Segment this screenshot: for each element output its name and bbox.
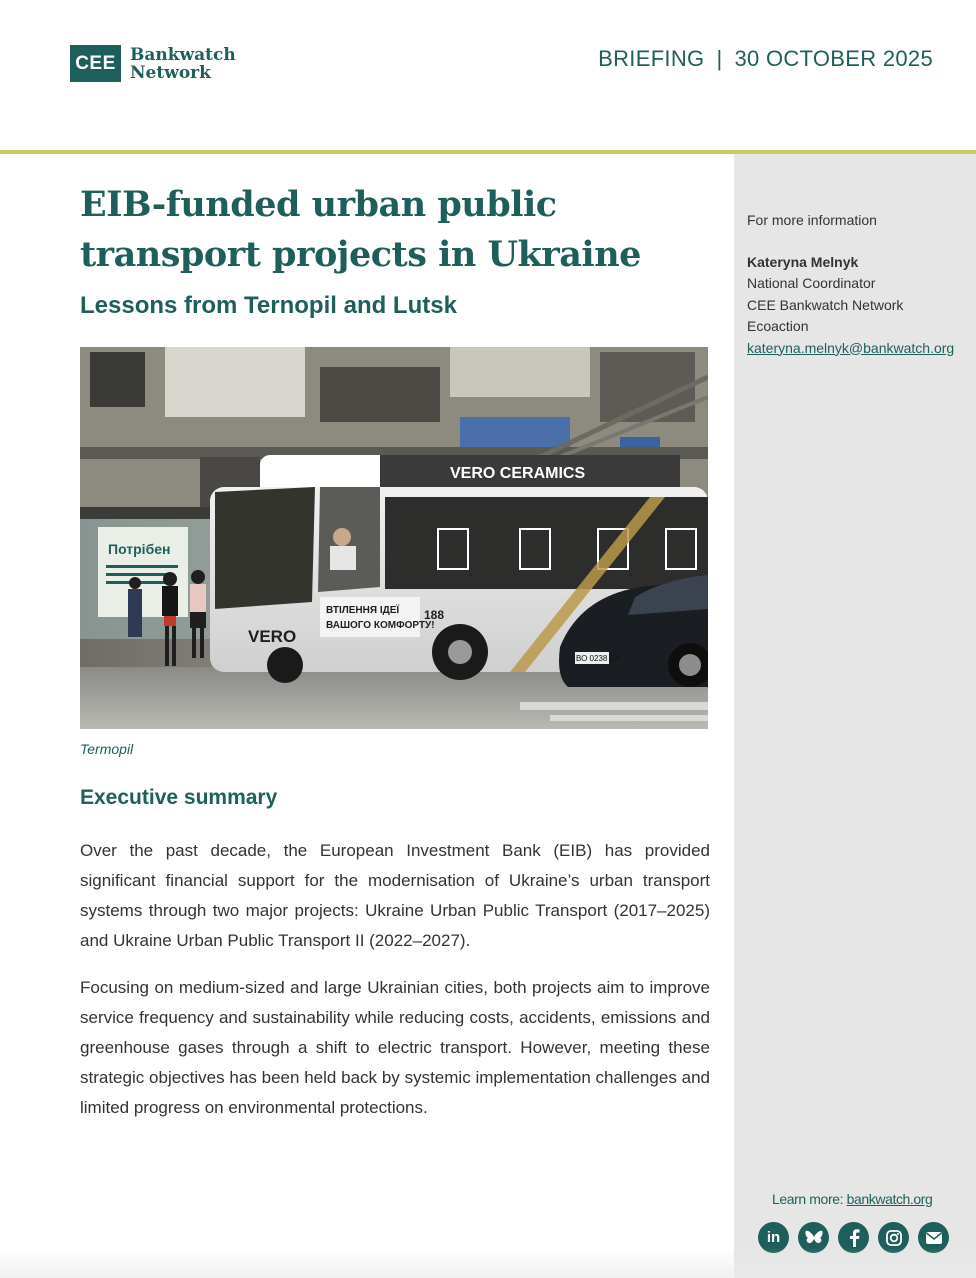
linkedin-icon: in [766, 1229, 781, 1246]
bus-number: 188 [424, 608, 445, 622]
website-link[interactable]: bankwatch.org [846, 1191, 933, 1207]
bankwatch-logo[interactable] [70, 45, 236, 82]
logo-line-1: Bankwatch [130, 44, 236, 65]
logo-line-2: Network [130, 62, 211, 83]
cover-photo [80, 347, 708, 729]
section-title-executive-summary: Executive summary [80, 786, 278, 809]
doc-type: BRIEFING [598, 46, 705, 71]
page-subtitle: Lessons from Ternopil and Lutsk [80, 292, 457, 319]
learn-more-label: Learn more: [772, 1191, 844, 1207]
photo-caption: Termopil [80, 741, 134, 757]
stop-poster-text: Потрібен [108, 541, 171, 557]
page-bottom-shadow [0, 1248, 976, 1278]
contact-sidebar [734, 154, 976, 1278]
bus-side-text-2: ВАШОГО КОМФОРТУ! [326, 620, 435, 631]
contact-email-link[interactable]: kateryna.melnyk@bankwatch.org [747, 339, 955, 356]
page-header [0, 0, 976, 150]
contact-organisation-2: Ecoaction [747, 318, 809, 334]
summary-paragraph-1: Over the past decade, the European Investment Bank (EIB) has provided significant financial support for the modernisation of Ukraine’s urban transport systems through two major projects: Ukraine Urban Public Transport (2017–2025) and Ukraine Urban Public Transport II (2022–2027). [80, 841, 710, 950]
summary-paragraph-2: Focusing on medium-sized and large Ukrainian cities, both projects aim to improve service frequency and sustainability while reducing costs, accidents, emissions and greenhouse gases through a shift to electric transport. However, meeting these strategic objectives has been held back by systemic implementation challenges and limited progress on environmental protections. [80, 978, 710, 1117]
bus-side-text-1: ВТІЛЕННЯ ІДЕЇ [326, 605, 400, 616]
contact-role: National Coordinator [747, 275, 876, 291]
doc-meta-separator: | [716, 46, 723, 71]
doc-meta [598, 46, 933, 72]
contact-block [747, 210, 954, 359]
logo-wordmark [130, 46, 236, 82]
contact-name: Kateryna Melnyk [747, 253, 859, 270]
facebook-icon [848, 1229, 860, 1247]
more-info-label: For more information [747, 212, 877, 228]
logo-badge: CEE [70, 45, 121, 82]
bus-roof-brand: VERO CERAMICS [450, 465, 586, 482]
learn-more [772, 1191, 932, 1207]
car-plate: ВО 0238 СХ [576, 654, 621, 663]
instagram-icon [885, 1229, 903, 1247]
bluesky-icon [805, 1230, 823, 1246]
trolleybus-photo [80, 347, 708, 729]
doc-date: 30 OCTOBER 2025 [734, 46, 933, 71]
contact-organisation: CEE Bankwatch Network [747, 296, 904, 313]
email-icon [925, 1231, 943, 1245]
bus-front-logo: VERO [248, 627, 297, 646]
page-title: EIB-funded urban public transport projects in Ukraine [80, 184, 641, 275]
